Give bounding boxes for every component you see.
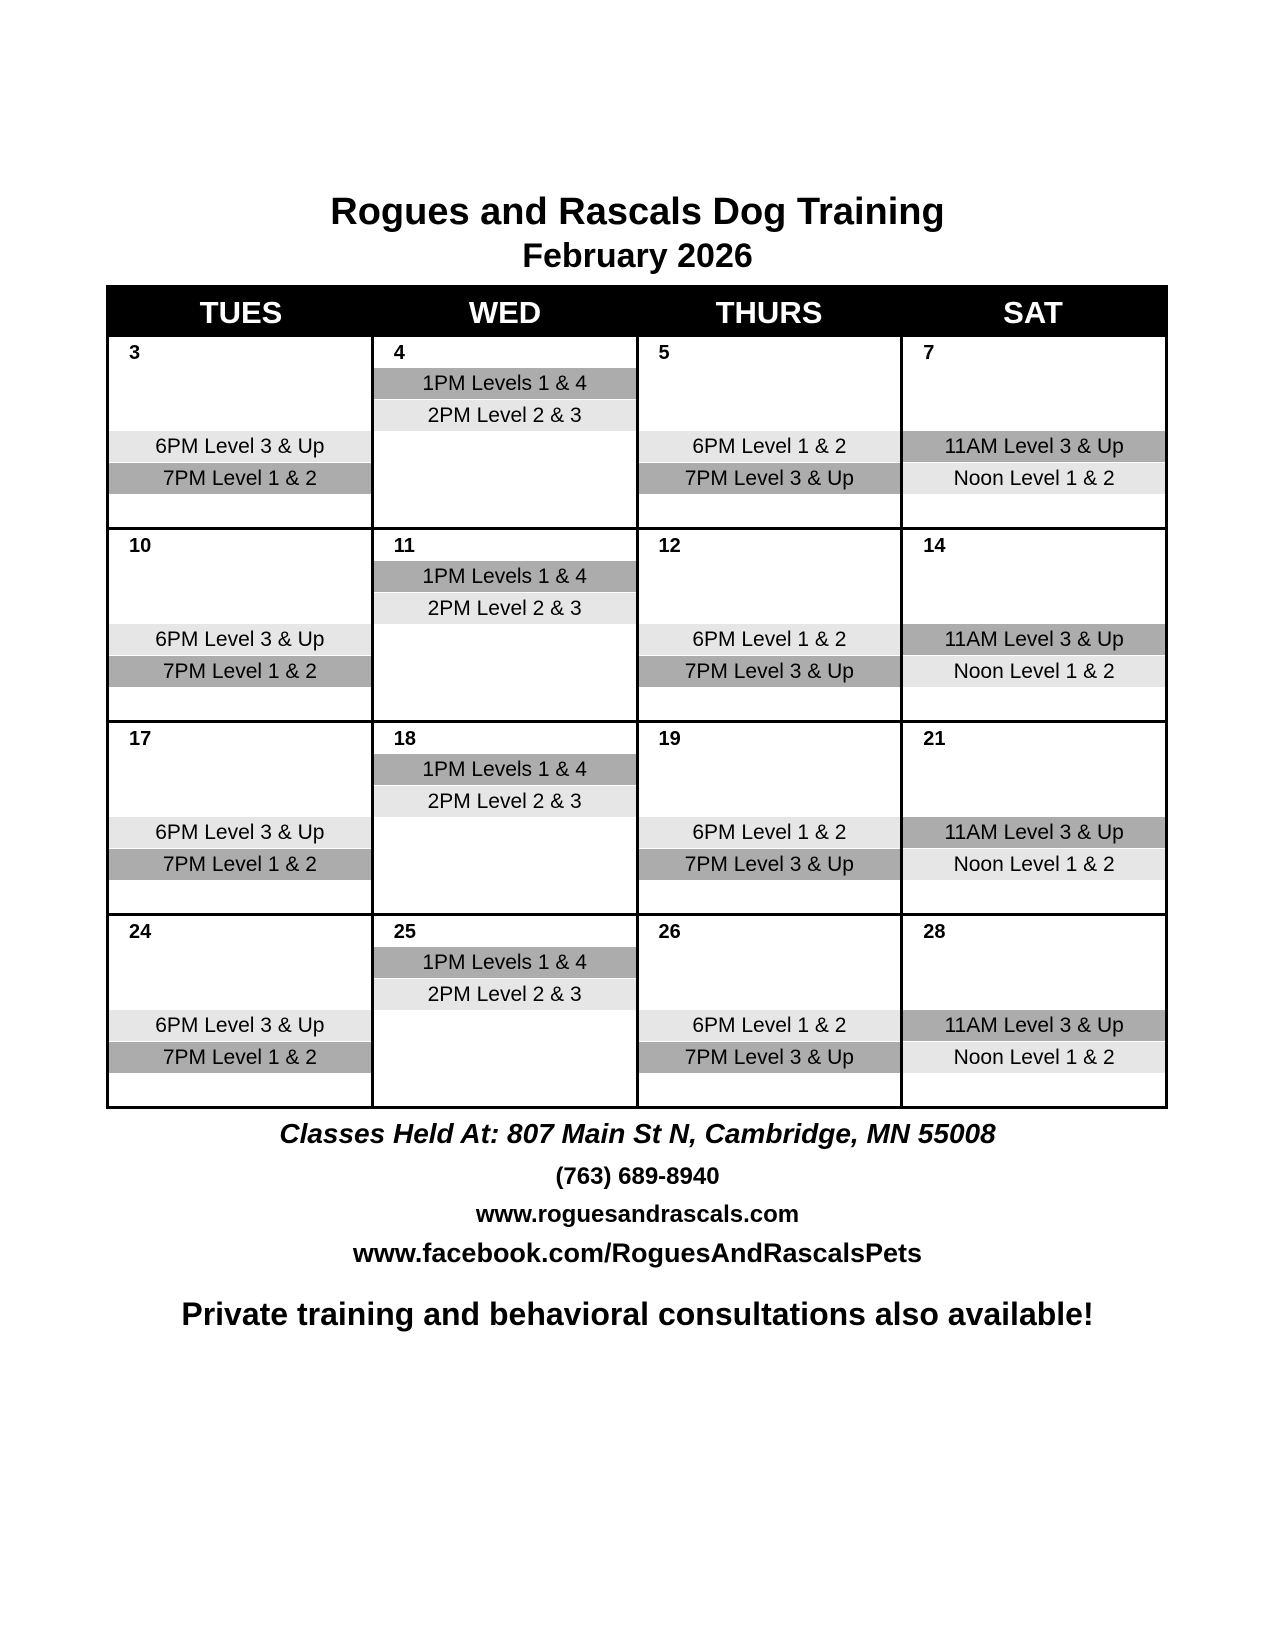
header-sat: SAT	[1003, 295, 1063, 330]
day-cell	[371, 337, 636, 527]
day-cell	[636, 916, 901, 1106]
day-cell	[371, 723, 636, 913]
day-cell	[900, 723, 1165, 913]
class-slot: 1PM Levels 1 & 4	[374, 947, 636, 978]
date-number: 4	[393, 342, 405, 364]
page-title: Rogues and Rascals Dog Training	[330, 191, 945, 233]
page-subtitle: February 2026	[522, 237, 753, 275]
class-slot: 2PM Level 2 & 3	[374, 979, 636, 1010]
date-number: 7	[923, 342, 935, 364]
class-slot: 11AM Level 3 & Up	[903, 431, 1165, 462]
date-number: 5	[658, 342, 670, 364]
private-training-note: Private training and behavioral consultations also available!	[181, 1296, 1094, 1332]
class-slot: 7PM Level 3 & Up	[639, 849, 901, 880]
header-tues: TUES	[199, 295, 283, 330]
date-number: 14	[923, 535, 946, 557]
class-slot: 6PM Level 1 & 2	[639, 624, 901, 655]
phone-number: (763) 689-8940	[555, 1163, 720, 1190]
date-number: 3	[129, 342, 141, 364]
day-cell	[900, 337, 1165, 527]
class-slot: 7PM Level 1 & 2	[109, 1042, 371, 1073]
class-slot: 6PM Level 3 & Up	[109, 431, 371, 462]
date-number: 17	[129, 728, 152, 750]
date-number: 25	[393, 921, 416, 943]
day-cell	[109, 916, 371, 1106]
location-address: Classes Held At: 807 Main St N, Cambridge, MN 55008	[279, 1118, 996, 1149]
date-number: 18	[393, 728, 416, 750]
class-slot: 2PM Level 2 & 3	[374, 593, 636, 624]
date-number: 19	[658, 728, 681, 750]
day-cell	[900, 916, 1165, 1106]
day-cell	[109, 337, 371, 527]
class-slot: 7PM Level 1 & 2	[109, 656, 371, 687]
day-cell	[109, 723, 371, 913]
class-slot: 6PM Level 1 & 2	[639, 817, 901, 848]
class-slot: 7PM Level 1 & 2	[109, 849, 371, 880]
date-number: 26	[658, 921, 681, 943]
date-number: 28	[923, 921, 946, 943]
class-slot: 7PM Level 1 & 2	[109, 463, 371, 494]
class-slot: Noon Level 1 & 2	[903, 1042, 1165, 1073]
week-row-4	[109, 913, 1165, 1106]
calendar-grid	[106, 285, 1168, 1109]
class-slot: 1PM Levels 1 & 4	[374, 368, 636, 399]
class-slot: 6PM Level 3 & Up	[109, 1010, 371, 1041]
week-row-3	[109, 720, 1165, 913]
class-slot: 7PM Level 3 & Up	[639, 463, 901, 494]
date-number: 11	[393, 535, 415, 557]
class-slot: 6PM Level 1 & 2	[639, 431, 901, 462]
website-link[interactable]: www.roguesandrascals.com	[475, 1201, 800, 1228]
class-slot: 7PM Level 3 & Up	[639, 1042, 901, 1073]
class-slot: 11AM Level 3 & Up	[903, 1010, 1165, 1041]
day-cell	[109, 530, 371, 720]
class-slot: 6PM Level 3 & Up	[109, 624, 371, 655]
day-cell	[371, 530, 636, 720]
class-slot: 11AM Level 3 & Up	[903, 817, 1165, 848]
date-number: 10	[129, 535, 152, 557]
class-slot: 2PM Level 2 & 3	[374, 786, 636, 817]
day-cell	[636, 530, 901, 720]
class-slot: 11AM Level 3 & Up	[903, 624, 1165, 655]
header-thurs: THURS	[715, 295, 823, 330]
class-slot: 6PM Level 1 & 2	[639, 1010, 901, 1041]
class-slot: 2PM Level 2 & 3	[374, 400, 636, 431]
date-number: 24	[129, 921, 152, 943]
class-slot: Noon Level 1 & 2	[903, 849, 1165, 880]
week-row-2	[109, 527, 1165, 720]
class-slot: 7PM Level 3 & Up	[639, 656, 901, 687]
week-row-1	[109, 337, 1165, 527]
day-cell	[900, 530, 1165, 720]
class-slot: 1PM Levels 1 & 4	[374, 754, 636, 785]
day-cell	[636, 337, 901, 527]
date-number: 12	[658, 535, 681, 557]
date-number: 21	[923, 728, 946, 750]
day-cell	[371, 916, 636, 1106]
facebook-link[interactable]: www.facebook.com/RoguesAndRascalsPets	[352, 1238, 923, 1268]
class-slot: 6PM Level 3 & Up	[109, 817, 371, 848]
day-cell	[636, 723, 901, 913]
header-wed: WED	[468, 295, 542, 330]
class-slot: Noon Level 1 & 2	[903, 463, 1165, 494]
calendar-header	[109, 288, 1165, 337]
class-slot: 1PM Levels 1 & 4	[374, 561, 636, 592]
class-slot: Noon Level 1 & 2	[903, 656, 1165, 687]
